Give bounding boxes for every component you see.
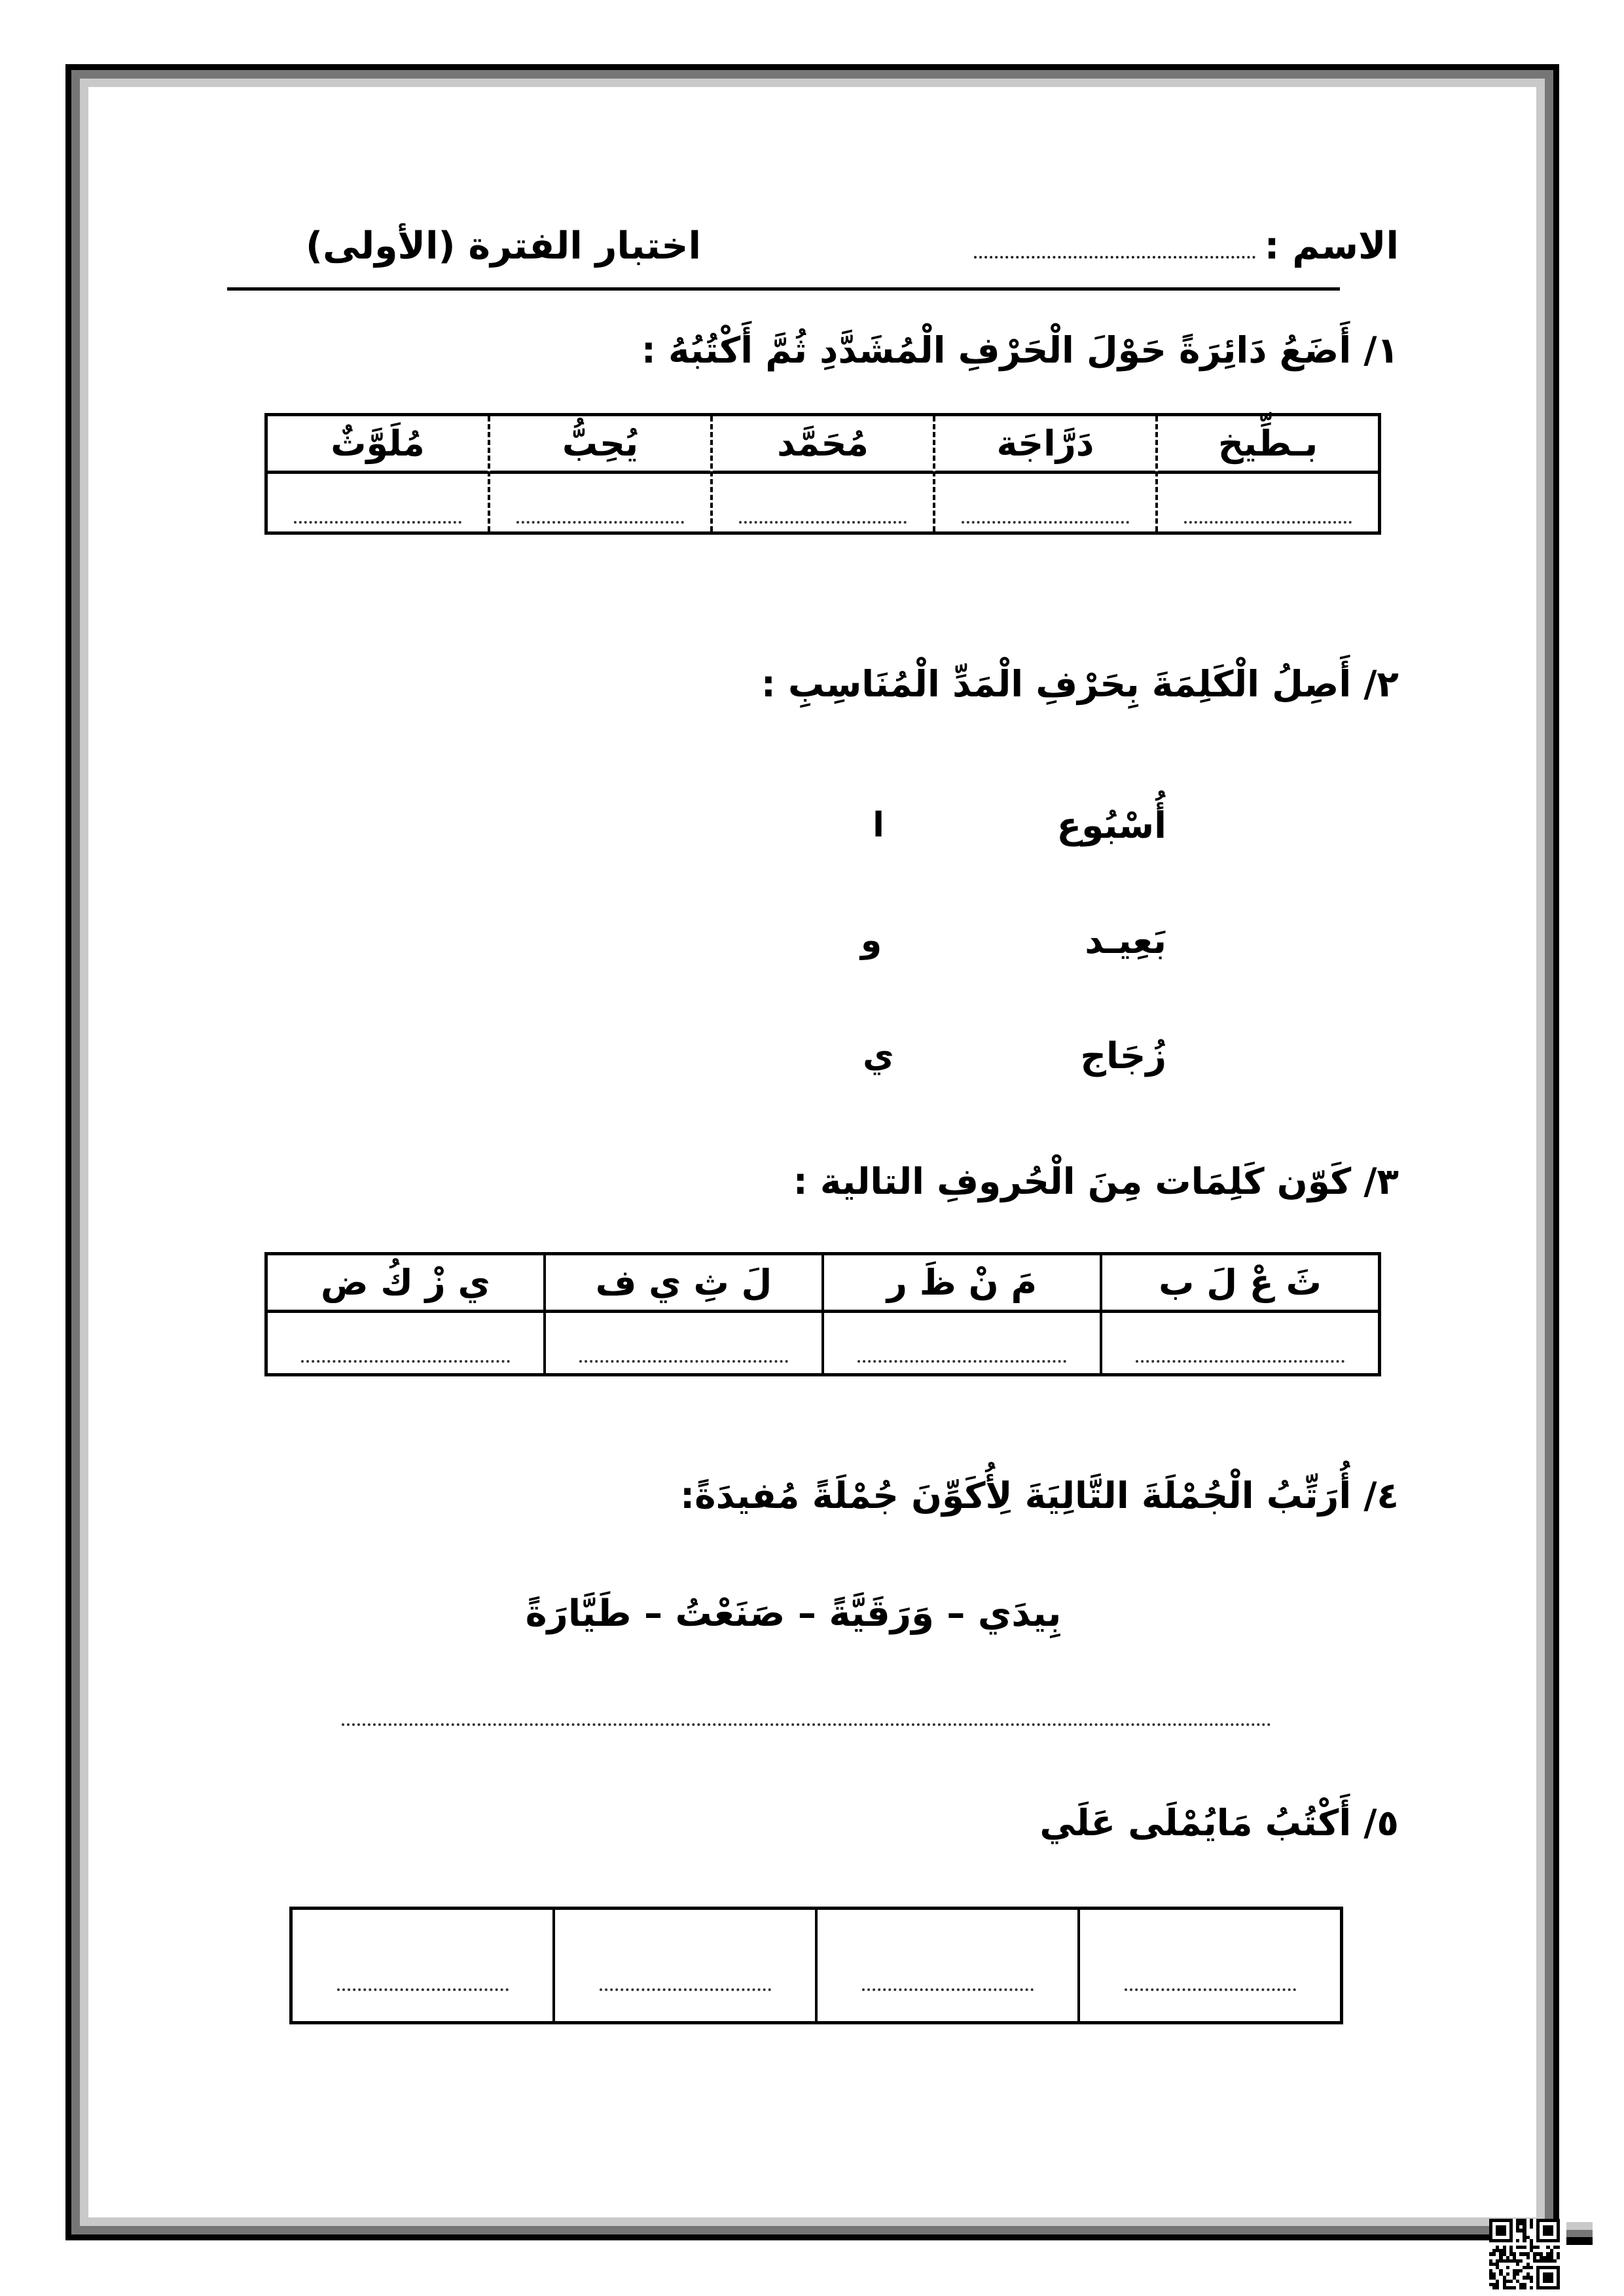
matching-letter[interactable]: و (860, 921, 882, 960)
dictation-cell[interactable] (555, 1910, 815, 2021)
table-column (821, 1255, 1100, 1373)
footer-marks (1489, 2219, 1593, 2289)
letters-cell: ثَ عْ لَ ب (1102, 1255, 1378, 1313)
table-column (543, 1255, 821, 1373)
question-5-prompt: ٥/ أَكْتُبُ مَايُمْلَى عَلَي (1039, 1802, 1399, 1844)
student-name-label: الاسم : (1264, 224, 1399, 268)
answer-cell[interactable] (490, 474, 710, 531)
letters-cell: لَ ثِ ي ف (546, 1255, 821, 1313)
answer-blank[interactable] (857, 1360, 1067, 1363)
question-4-answer-line[interactable] (342, 1723, 1271, 1726)
matching-row (839, 998, 1166, 1113)
dictation-blank[interactable] (600, 1988, 771, 1991)
question-1-prompt: ١/ أَضَعُ دَائِرَةً حَوْلَ الْحَرْفِ الْمُشَدَّدِ ثُمَّ أَكْتُبُهُ : (641, 329, 1399, 371)
table-column (268, 1255, 543, 1373)
word-cell: دَرَّاجَة (935, 416, 1155, 474)
word-cell: بـطِّيخ (1158, 416, 1378, 474)
word-cell: يُحِبُّ (490, 416, 710, 474)
matching-row (839, 883, 1166, 998)
question-2-prompt: ٢/ أَصِلُ الْكَلِمَةَ بِحَرْفِ الْمَدِّ الْمُنَاسِبِ : (761, 663, 1399, 705)
header-divider (227, 287, 1340, 291)
answer-blank[interactable] (1136, 1360, 1345, 1363)
question-4-scrambled-sentence: بِيدَي – وَرَقَيَّةً – صَنَعْتُ – طَيَّارَةً (525, 1592, 1062, 1635)
table-column (1100, 1255, 1378, 1373)
table-column (933, 416, 1155, 531)
question-1-table (264, 413, 1381, 535)
letters-cell: مَ نْ ظَ ر (824, 1255, 1100, 1313)
matching-letter[interactable]: ي (863, 1036, 894, 1075)
worksheet-content (88, 87, 1536, 2217)
dictation-blank[interactable] (862, 1988, 1034, 1991)
qr-code-icon (1489, 2219, 1560, 2289)
answer-blank[interactable] (294, 521, 461, 524)
table-column (710, 416, 933, 531)
matching-word[interactable]: زُجَاج (1080, 1035, 1166, 1077)
table-column (815, 1910, 1077, 2021)
worksheet-header (247, 224, 1399, 268)
question-3-table (264, 1252, 1381, 1376)
answer-blank[interactable] (301, 1360, 511, 1363)
matching-word[interactable]: بَعِيـد (1085, 920, 1166, 961)
answer-cell[interactable] (1102, 1313, 1378, 1371)
answer-cell[interactable] (268, 1313, 543, 1371)
answer-blank[interactable] (1184, 521, 1351, 524)
answer-cell[interactable] (1158, 474, 1378, 531)
student-name-blank[interactable] (974, 256, 1255, 259)
grayscale-calibration-bar-icon (1566, 2222, 1593, 2245)
dictation-cell[interactable] (1080, 1910, 1340, 2021)
question-4-prompt: ٤/ أُرَتِّبُ الْجُمْلَةَ التَّالِيَةَ لِأُكَوِّنَ جُمْلَةً مُفيدَةً: (680, 1475, 1399, 1516)
word-cell: مُلَوَّثٌ (268, 416, 488, 474)
table-column (1077, 1910, 1340, 2021)
answer-blank[interactable] (516, 521, 683, 524)
answer-cell[interactable] (935, 474, 1155, 531)
table-column (1155, 416, 1378, 531)
dictation-cell[interactable] (818, 1910, 1077, 2021)
answer-blank[interactable] (579, 1360, 789, 1363)
question-5-table (289, 1907, 1343, 2024)
question-3-prompt: ٣/ كَوّن كَلِمَات مِنَ الْحُروفِ التالية : (793, 1160, 1399, 1202)
exam-title: اختبار الفترة (الأولى) (306, 224, 701, 268)
matching-row (839, 768, 1166, 883)
student-name-field[interactable] (974, 224, 1399, 268)
dictation-blank[interactable] (337, 1988, 509, 1991)
dictation-blank[interactable] (1125, 1988, 1296, 1991)
table-column (488, 416, 710, 531)
table-column (293, 1910, 552, 2021)
answer-cell[interactable] (546, 1313, 821, 1371)
answer-blank[interactable] (739, 521, 906, 524)
answer-cell[interactable] (824, 1313, 1100, 1371)
word-cell: مُحَمَّد (713, 416, 933, 474)
matching-word[interactable]: أُسْبُوع (1056, 804, 1166, 846)
answer-cell[interactable] (268, 474, 488, 531)
answer-cell[interactable] (713, 474, 933, 531)
page-outer-border (65, 64, 1559, 2240)
table-column (268, 416, 488, 531)
letters-cell: ي زْ كُ ض (268, 1255, 543, 1313)
answer-blank[interactable] (962, 521, 1128, 524)
dictation-cell[interactable] (293, 1910, 552, 2021)
matching-letter[interactable]: ا (873, 806, 884, 845)
table-column (552, 1910, 815, 2021)
question-2-matching (839, 768, 1166, 1113)
worksheet-page (88, 87, 1536, 2217)
page-inner-border (80, 79, 1545, 2226)
page-middle-border (71, 70, 1553, 2234)
